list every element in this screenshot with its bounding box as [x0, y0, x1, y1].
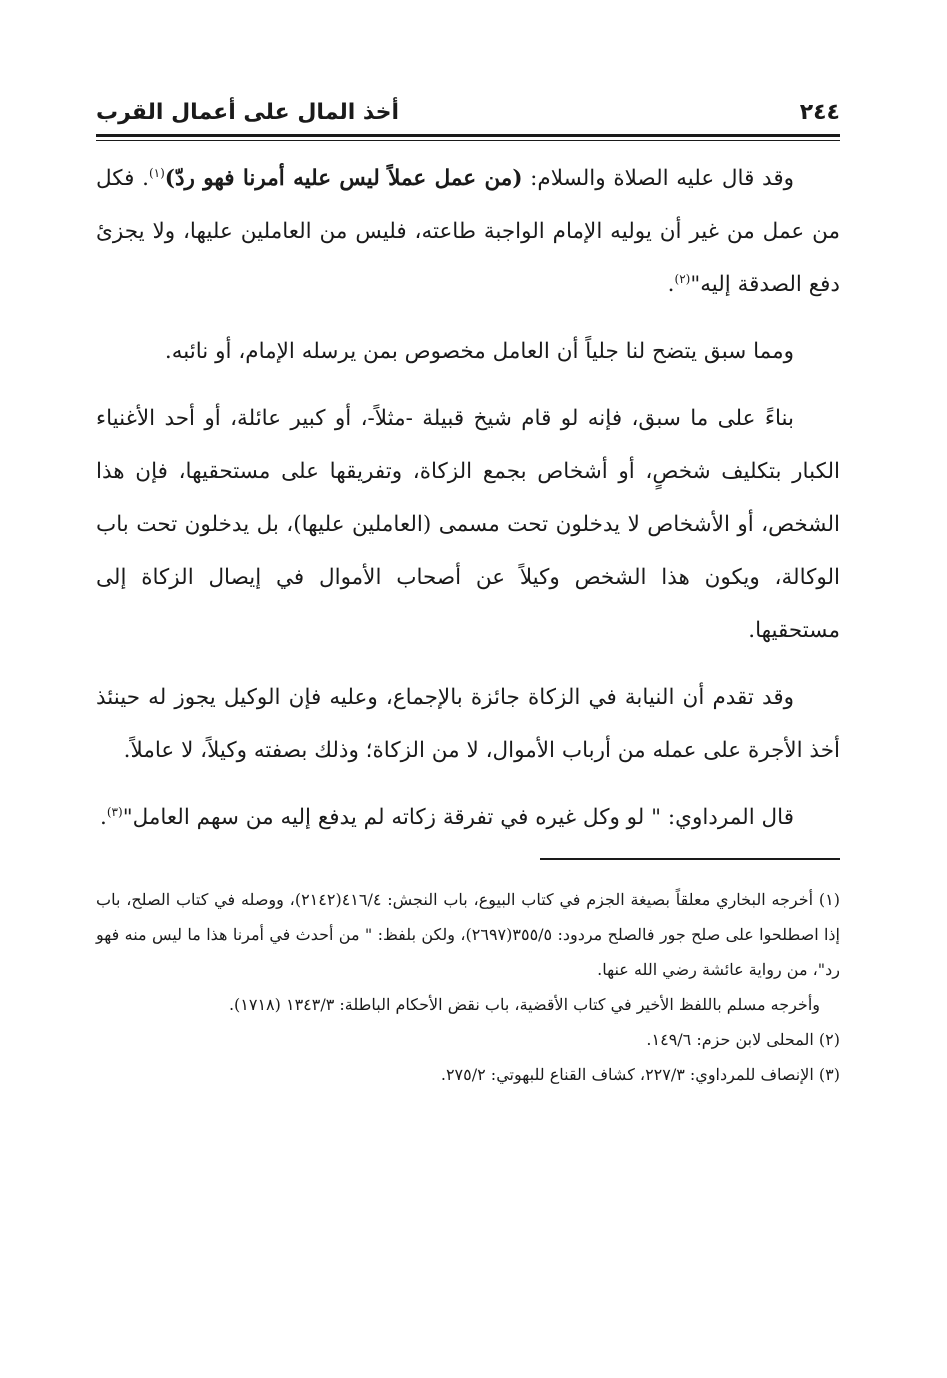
footnotes [96, 882, 840, 1092]
paragraph: وقد قال عليه الصلاة والسلام: (من عمل عملاً ليس عليه أمرنا فهو ردّ)$^{(١)}$. فكل من عمل من غير أن يوليه الإمام الواجبة طاعته، فليس من العاملين عليها، ولا يجزئ دفع الصدقة إليه"$^{(٢)}$. [96, 165, 840, 297]
header-rule-thin [96, 140, 840, 141]
page-number: ٢٤٤ [799, 99, 840, 125]
hadith-quote: (من عمل عملاً ليس عليه أمرنا فهو ردّ) [164, 166, 523, 191]
paragraph: قال المرداوي: " لو وكل غيره في تفرقة زكاته لم يدفع إليه من سهم العامل"$^{(٣)}$. [100, 804, 794, 830]
footnote-ref[interactable]: (٣) [106, 804, 123, 819]
paragraph: ومما سبق يتضح لنا جلياً أن العامل مخصوص بمن يرسله الإمام، أو نائبه. [164, 339, 794, 364]
body-text [96, 152, 840, 858]
footnote: (٢) المحلى لابن حزم: ١٤٩/٦. [646, 1030, 840, 1049]
header-rule [96, 134, 840, 137]
footnote: (٣) الإنصاف للمرداوي: ٢٢٧/٣، كشاف القناع للبهوتي: ٢٧٥/٢. [440, 1065, 840, 1084]
footnote-ref[interactable]: (١) [148, 165, 165, 180]
page-header [96, 92, 840, 132]
paragraph: بناءً على ما سبق، فإنه لو قام شيخ قبيلة -مثلاً-، أو كبير عائلة، أو أحد الأغنياء الكبار بتكليف شخصٍ، أو أشخاص بجمع الزكاة، وتفريقها على مستحقيها، فإن هذا الشخص، أو الأشخاص لا يدخلون تحت مسمى (العاملين عليها)، بل يدخلون تحت باب الوكالة، ويكون هذا الشخص وكيلاً عن أصحاب الأموال في إيصال الزكاة إلى مستحقيها. [96, 406, 840, 643]
footnote: (١) أخرجه البخاري معلقاً بصيغة الجزم في كتاب البيوع، باب النجش: ٤١٦/٤(٢١٤٢)، ووصله في كتاب الصلح، باب إذا اصطلحوا على صلح جور فالصلح مردود: ٣٥٥/٥(٢٦٩٧)، ولكن بلفظ: " من أحدث في أمرنا هذا ما ليس منه فهو رد"، من رواية عائشة رضي الله عنها. [96, 890, 841, 979]
footnote: وأخرجه مسلم باللفظ الأخير في كتاب الأقضية، باب نقض الأحكام الباطلة: ١٣٤٣/٣ (١٧١٨). [228, 995, 820, 1014]
paragraph: وقد تقدم أن النيابة في الزكاة جائزة بالإجماع، وعليه فإن الوكيل يجوز له حينئذ أخذ الأجرة على عمله من أرباب الأموال، لا من الزكاة؛ وذلك بصفته وكيلاً، لا عاملاً. [96, 685, 840, 763]
footnote-separator [540, 858, 840, 860]
running-title: أخذ المال على أعمال القرب [96, 99, 400, 125]
footnote-ref[interactable]: (٢) [674, 271, 691, 286]
